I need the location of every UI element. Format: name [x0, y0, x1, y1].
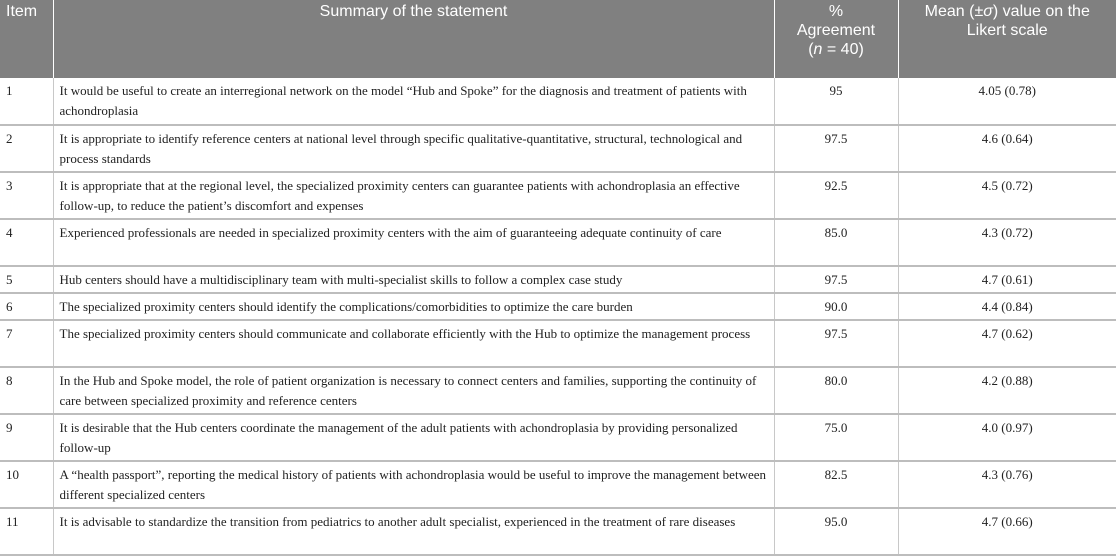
cell-agreement: 82.5: [774, 461, 898, 508]
cell-agreement: 80.0: [774, 367, 898, 414]
table-row: [0, 461, 1116, 508]
cell-item: 3: [0, 172, 53, 219]
header-mean-sigma: σ: [983, 3, 993, 20]
cell-summary: Hub centers should have a multidisciplinary team with multi-specialist skills to follow a complex case study: [53, 266, 774, 293]
cell-mean: 4.6 (0.64): [898, 125, 1116, 172]
cell-agreement: 95.0: [774, 508, 898, 555]
cell-mean: 4.7 (0.62): [898, 320, 1116, 367]
table-row: [0, 508, 1116, 555]
cell-summary: It is desirable that the Hub centers coordinate the management of the adult patients with achondroplasia by providing personalized follow-up: [53, 414, 774, 461]
table-row: [0, 320, 1116, 367]
table-row: [0, 414, 1116, 461]
cell-item: 7: [0, 320, 53, 367]
cell-item: 2: [0, 125, 53, 172]
cell-agreement: 75.0: [774, 414, 898, 461]
table-row: [0, 367, 1116, 414]
header-row: [0, 0, 1116, 78]
cell-item: 5: [0, 266, 53, 293]
cell-agreement: 92.5: [774, 172, 898, 219]
cell-mean: 4.5 (0.72): [898, 172, 1116, 219]
header-agreement-n-var: n: [813, 41, 823, 58]
header-agreement-n-open: (: [808, 41, 814, 58]
cell-item: 4: [0, 219, 53, 266]
cell-mean: 4.7 (0.61): [898, 266, 1116, 293]
cell-summary: A “health passport”, reporting the medical history of patients with achondroplasia would be useful to improve the management between different specialized centers: [53, 461, 774, 508]
cell-mean: 4.3 (0.76): [898, 461, 1116, 508]
cell-item: 8: [0, 367, 53, 414]
table-row: [0, 293, 1116, 320]
cell-agreement: 95: [774, 78, 898, 125]
header-item: Item: [0, 0, 53, 78]
cell-agreement: 97.5: [774, 266, 898, 293]
header-agreement: [774, 0, 898, 78]
cell-item: 6: [0, 293, 53, 320]
cell-mean: 4.05 (0.78): [898, 78, 1116, 125]
cell-summary: It is advisable to standardize the transition from pediatrics to another adult specialist, experienced in the treatment of rare diseases: [53, 508, 774, 555]
cell-summary: It is appropriate that at the regional level, the specialized proximity centers can guarantee patients with achondroplasia an effective follow-up, to reduce the patient’s discomfort and expenses: [53, 172, 774, 219]
table-row: [0, 172, 1116, 219]
header-mean-post: ) value on the Likert scale: [966, 3, 1090, 39]
cell-summary: In the Hub and Spoke model, the role of patient organization is necessary to connect centers and families, supporting the continuity of care between specialized proximity and reference centers: [53, 367, 774, 414]
cell-summary: Experienced professionals are needed in specialized proximity centers with the aim of guaranteeing adequate continuity of care: [53, 219, 774, 266]
table-row: [0, 125, 1116, 172]
table-row: [0, 78, 1116, 125]
header-summary: Summary of the statement: [53, 0, 774, 78]
header-agreement-line2: Agreement: [796, 22, 876, 39]
cell-item: 10: [0, 461, 53, 508]
cell-item: 1: [0, 78, 53, 125]
cell-agreement: 97.5: [774, 320, 898, 367]
cell-mean: 4.0 (0.97): [898, 414, 1116, 461]
cell-item: 9: [0, 414, 53, 461]
cell-mean: 4.3 (0.72): [898, 219, 1116, 266]
cell-mean: 4.2 (0.88): [898, 367, 1116, 414]
table-row: [0, 266, 1116, 293]
cell-summary: It would be useful to create an interregional network on the model “Hub and Spoke” for the diagnosis and treatment of patients with achondroplasia: [53, 78, 774, 125]
cell-agreement: 97.5: [774, 125, 898, 172]
table-row: [0, 219, 1116, 266]
cell-summary: The specialized proximity centers should identify the complications/comorbidities to optimize the care burden: [53, 293, 774, 320]
cell-summary: It is appropriate to identify reference centers at national level through specific qualitative-quantitative, structural, technological and process standards: [53, 125, 774, 172]
cell-summary: The specialized proximity centers should communicate and collaborate efficiently with the Hub to optimize the management process: [53, 320, 774, 367]
header-mean: [898, 0, 1116, 78]
header-agreement-line1: %: [828, 3, 844, 20]
header-agreement-n-rest: = 40): [822, 41, 864, 58]
header-mean-pre: Mean (±: [924, 3, 984, 20]
cell-item: 11: [0, 508, 53, 555]
cell-mean: 4.4 (0.84): [898, 293, 1116, 320]
cell-mean: 4.7 (0.66): [898, 508, 1116, 555]
cell-agreement: 85.0: [774, 219, 898, 266]
cell-agreement: 90.0: [774, 293, 898, 320]
